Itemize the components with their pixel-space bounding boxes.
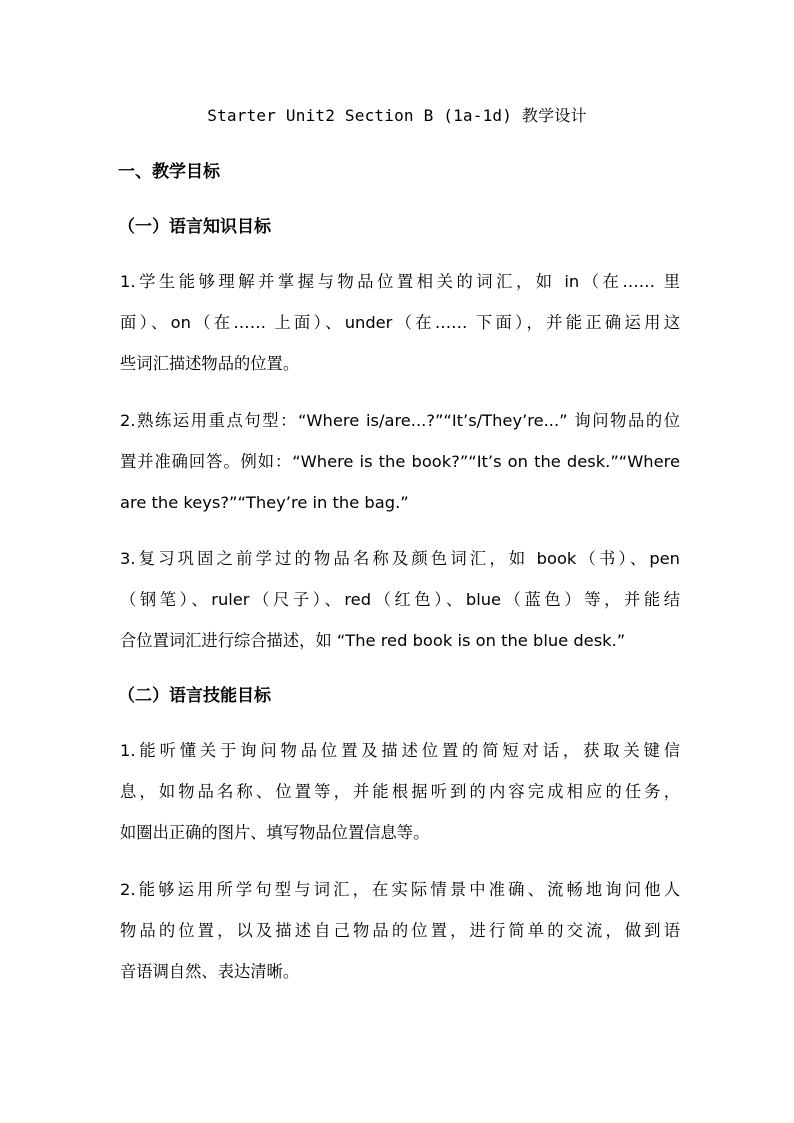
paragraph-5-line-3: 音语调自然、表达清晰。 <box>120 962 300 981</box>
paragraph-5 <box>120 869 680 992</box>
paragraph-2-line-3: are the keys?”“They’re in the bag.” <box>120 493 409 512</box>
paragraph-4 <box>120 730 680 853</box>
paragraph-3-line-3: 合位置词汇进行综合描述，如 “The red book is on the blue desk.” <box>120 631 626 650</box>
paragraph-1 <box>120 261 680 384</box>
paragraph-3 <box>120 538 680 661</box>
paragraph-1-line-1: 1.学生能够理解并掌握与物品位置相关的词汇，如 in（在…… 里 <box>120 272 680 291</box>
paragraph-5-line-2: 物品的位置，以及描述自己物品的位置，进行简单的交流，做到语 <box>120 921 680 940</box>
section-heading-teaching-goals: 一、教学目标 <box>118 162 220 182</box>
paragraph-3-line-1: 3.复习巩固之前学过的物品名称及颜色词汇，如 book（书）、pen <box>120 549 680 568</box>
subsection-heading-language-skills: （二）语言技能目标 <box>118 686 271 706</box>
paragraph-2-line-1: 2.熟练运用重点句型：“Where is/are...?”“It’s/They’re...” 询问物品的位 <box>120 411 680 430</box>
paragraph-5-line-1: 2.能够运用所学句型与词汇，在实际情景中准确、流畅地询问他人 <box>120 880 680 899</box>
paragraph-4-line-1: 1.能听懂关于询问物品位置及描述位置的简短对话，获取关键信 <box>120 741 680 760</box>
paragraph-2-line-2: 置并准确回答。例如：“Where is the book?”“It’s on the desk.”“Where <box>120 452 680 471</box>
paragraph-4-line-3: 如圈出正确的图片、填写物品位置信息等。 <box>120 823 430 842</box>
paragraph-3-line-2: （钢笔）、ruler（尺子）、red（红色）、blue（蓝色）等，并能结 <box>120 590 680 609</box>
paragraph-1-line-3: 些词汇描述物品的位置。 <box>120 354 300 373</box>
paragraph-2 <box>120 400 680 523</box>
subsection-heading-language-knowledge: （一）语言知识目标 <box>118 217 271 237</box>
document-title: Starter Unit2 Section B (1a-1d) 教学设计 <box>207 106 587 125</box>
paragraph-1-line-2: 面）、on（在…… 上面）、under（在…… 下面），并能正确运用这 <box>120 313 680 332</box>
paragraph-4-line-2: 息，如物品名称、位置等，并能根据听到的内容完成相应的任务， <box>120 782 680 801</box>
